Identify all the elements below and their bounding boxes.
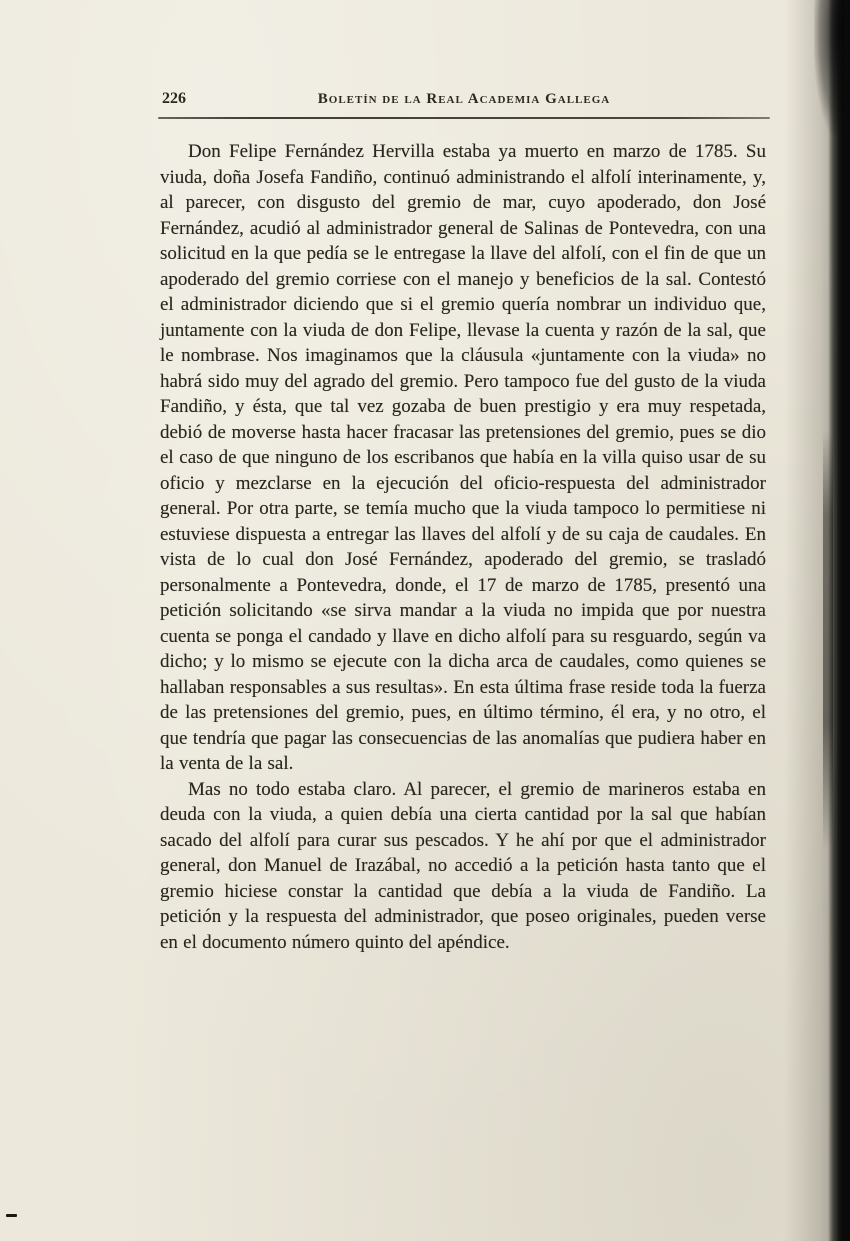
page-header: [160, 88, 768, 112]
header-rule: [158, 117, 770, 119]
text-block: [160, 139, 766, 955]
journal-title: Boletín de la Real Academia Gallega: [317, 91, 611, 107]
scan-artifact-mark: [6, 1214, 17, 1217]
body-paragraph-1: Don Felipe Fernández Hervilla estaba ya muerto en marzo de 1785. Su viuda, doña Josefa Fandiño, continuó administrando el alfolí interinamente, y, al parecer, con disgusto del gremio de mar, cuyo apoderado, don José Fernández, acudió al administrador general de Salinas de Pontevedra, con una solicitud en la que pedía se le entregase la llave del alfolí, con el fin de que un apoderado del gremio corriese con el manejo y beneficios de la sal. Contestó el administrador diciendo que si el gremio quería nombrar un individuo que, juntamente con la viuda de don Felipe, llevase la cuenta y razón de la sal, que le nombrase. Nos imaginamos que la cláusula «juntamente con la viuda» no habrá sido muy del agrado del gremio. Pero tampoco fue del gusto de la viuda Fandiño, y ésta, que tal vez gozaba de buen prestigio y era muy respetada, debió de moverse hasta hacer fracasar las pretensiones del gremio, pues se dio el caso de que ninguno de los escribanos que había en la villa quiso usar de su oficio y mezclarse en la ejecución del oficio-respuesta del administrador general. Por otra parte, se temía mucho que la viuda tampoco lo permitiese ni estuviese dispuesta a entregar las llaves del alfolí y de su caja de caudales. En vista de lo cual don José Fernández, apoderado del gremio, se trasladó personalmente a Pontevedra, donde, el 17 de marzo de 1785, presentó una petición solicitando «se sirva mandar a la viuda no impida que por nuestra cuenta se ponga el candado y llave en dicho alfolí para su resguardo, según va dicho; y lo mismo se ejecute con la dicha arca de caudales, como quienes se hallaban responsables a sus resultas». En esta última frase reside toda la fuerza de las pretensiones del gremio, pues, en último término, él era, y no otro, el que tendría que pagar las consecuencias de las anomalías que pudiera haber en la venta de la sal.: [160, 141, 766, 774]
book-binding-strip: [828, 0, 850, 1241]
page-number: 226: [162, 90, 186, 107]
body-paragraph-2: Mas no todo estaba claro. Al parecer, el gremio de marineros estaba en deuda con la viuda, a quien debía una cierta cantidad por la sal que habían sacado del alfolí para curar sus pescados. Y he ahí por que el administrador general, don Manuel de Irazábal, no accedió a la petición hasta tanto que el gremio hiciese constar la cantidad que debía a la viuda de Fandiño. La petición y la respuesta del administrador, que poseo originales, pueden verse en el documento número quinto del apéndice.: [160, 778, 766, 953]
